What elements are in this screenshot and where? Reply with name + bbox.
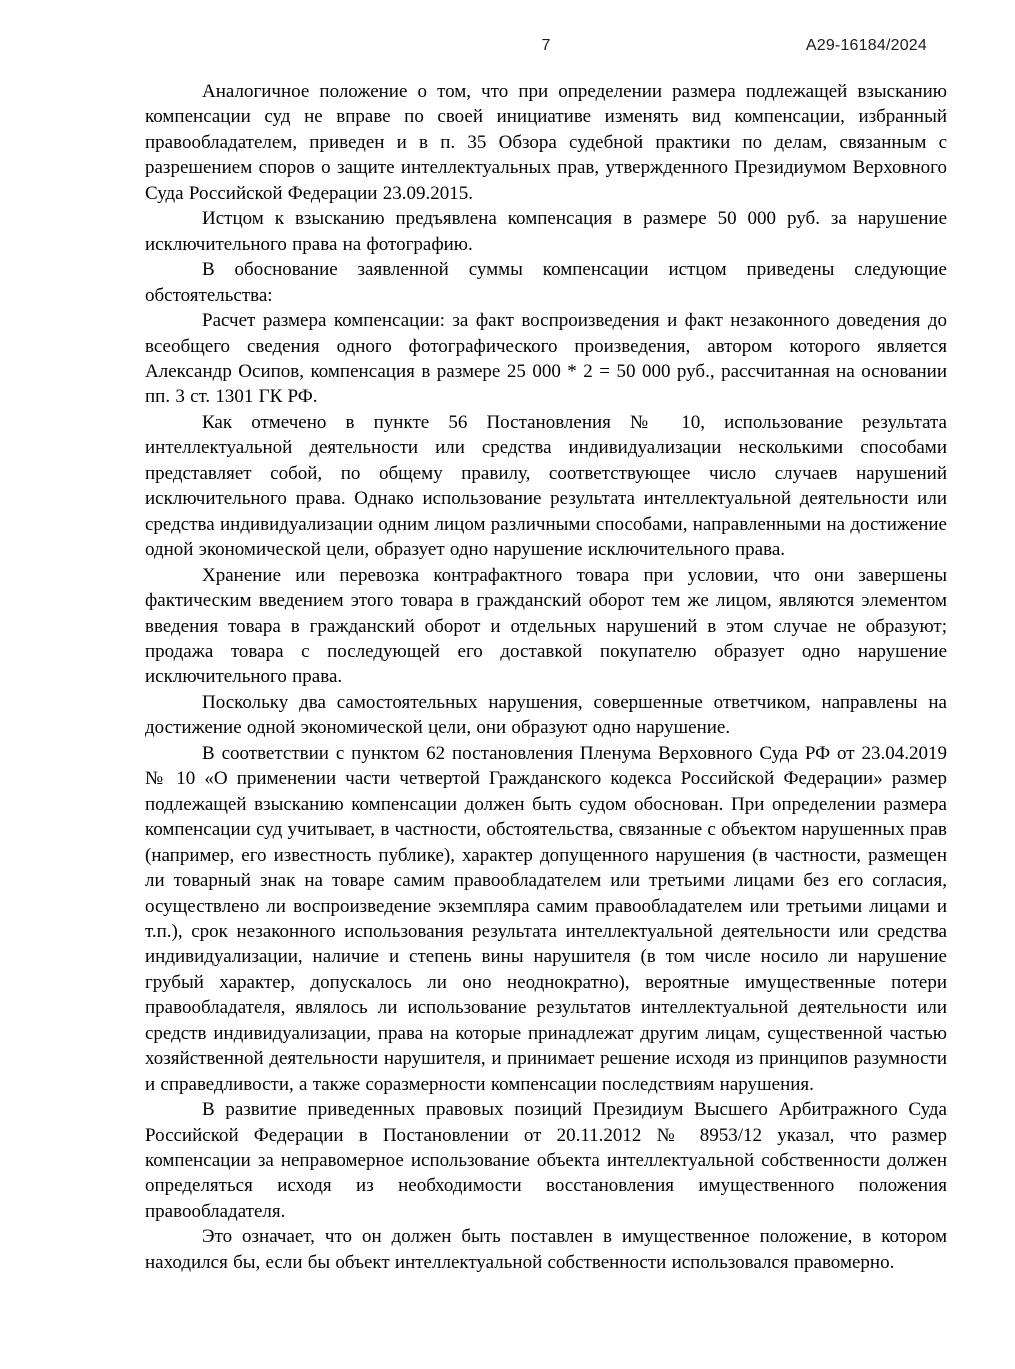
paragraph: Хранение или перевозка контрафактного товара при условии, что они завершены фактическим введением этого товара в гражданский оборот тем же лицом, являются элементом введения товара в гражданский оборот и отдельных нарушений в этом случае не образуют; продажа товара с последующей его доставкой покупателю образует одно нарушение исключительного права. (145, 564, 947, 688)
paragraph: Это означает, что он должен быть поставлен в имущественное положение, в котором находился бы, если бы объект интеллектуальной собственности использовался правомерно. (145, 1226, 947, 1273)
paragraph: Истцом к взысканию предъявлена компенсация в размере 50 000 руб. за нарушение исключительного права на фотографию. (145, 208, 947, 255)
case-number: А29-16184/2024 (805, 37, 927, 54)
page-number: 7 (541, 37, 551, 54)
paragraph: Как отмечено в пункте 56 Постановления № 10, использование результата интеллектуальной деятельности или средства индивидуализации несколькими способами представляет собой, по общему правилу, соответствующее число случаев нарушений исключительного права. Однако использование результата интеллектуальной деятельности или средства индивидуализации одним лицом различными способами, направленными на достижение одной экономической цели, образует одно нарушение исключительного права. (145, 411, 947, 561)
paragraph: Аналогичное положение о том, что при определении размера подлежащей взысканию компенсации суд не вправе по своей инициативе изменять вид компенсации, избранный правообладателем, приведен и в п. 35 Обзора судебной практики по делам, связанным с разрешением споров о защите интеллектуальных прав, утвержденного Президиумом Верховного Суда Российской Федерации 23.09.2015. (145, 81, 947, 204)
paragraph: В соответствии с пунктом 62 постановления Пленума Верховного Суда РФ от 23.04.2019 № 10 «О применении части четвертой Гражданского кодекса Российской Федерации» размер подлежащей взысканию компенсации должен быть судом обоснован. При определении размера компенсации суд учитывает, в частности, обстоятельства, связанные с объектом нарушенных прав (например, его известность публике), характер допущенного нарушения (в частности, размещен ли товарный знак на товаре самим правообладателем или третьими лицами без его согласия, осуществлено ли воспроизведение экземпляра самим правообладателем или третьими лицами и т.п.), срок незаконного использования результата интеллектуальной деятельности или средства индивидуализации, наличие и степень вины нарушителя (в том числе носило ли нарушение грубый характер, допускалось ли оно неоднократно), вероятные имущественные потери правообладателя, являлось ли использование результатов интеллектуальной деятельности или средств индивидуализации, права на которые принадлежат другим лицам, существенной частью хозяйственной деятельности нарушителя, и принимает решение исходя из принципов разумности и справедливости, а также соразмерности компенсации последствиям нарушения. (145, 742, 947, 1095)
paragraph: В развитие приведенных правовых позиций Президиум Высшего Арбитражного Суда Российской Федерации в Постановлении от 20.11.2012 № 8953/12 указал, что размер компенсации за неправомерное использование объекта интеллектуальной собственности должен определяться исходя из необходимости восстановления имущественного положения правообладателя. (145, 1099, 947, 1222)
document-body (145, 79, 947, 1275)
paragraph: Расчет размера компенсации: за факт воспроизведения и факт незаконного доведения до всеобщего сведения одного фотографического произведения, автором которого является Александр Осипов, компенсация в размере 25 000 * 2 = 50 000 руб., рассчитанная на основании пп. 3 ст. 1301 ГК РФ. (145, 310, 947, 408)
page-header (145, 36, 947, 58)
paragraph: Поскольку два самостоятельных нарушения, совершенные ответчиком, направлены на достижение одной экономической цели, они образуют одно нарушение. (145, 691, 947, 739)
paragraph: В обоснование заявленной суммы компенсации истцом приведены следующие обстоятельства: (145, 259, 947, 306)
